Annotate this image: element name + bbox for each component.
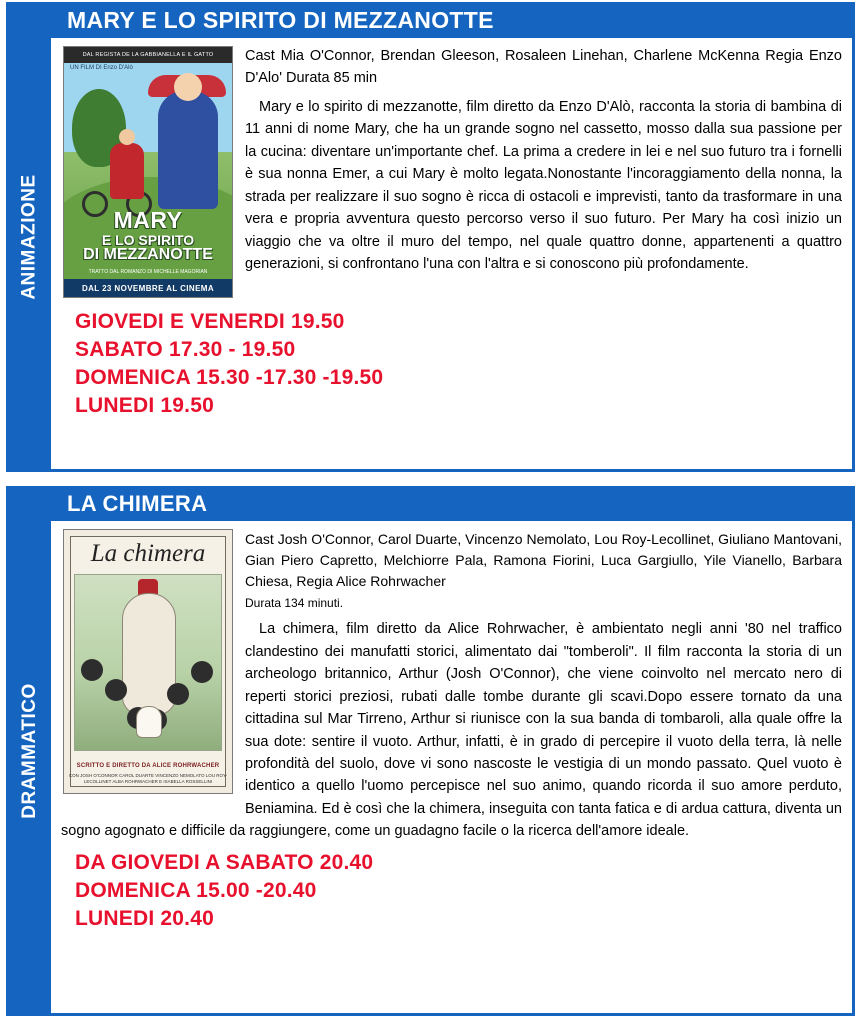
film-body-chimera: [51, 489, 852, 1013]
poster-mary-title-line1: MARY: [113, 207, 183, 234]
genre-label-drammatico-text: DRAMMATICO: [19, 683, 41, 819]
poster-chimera-credits-bottom: CON JOSH O'CONNOR CAROL DUARTE VINCENZO NEMOLATO LOU ROY-LECOLLINET ALBA ROHRWACHER E ISABELLA ROSSELLINI: [68, 773, 228, 785]
poster-mary-title-line2: E LO SPIRITO: [101, 231, 195, 248]
poster-mary: [63, 46, 233, 298]
film-synopsis-chimera: La chimera, film diretto da Alice Rohrwacher, è ambientato negli anni '80 nel traffico clandestino dei manufatti storici, alimentato dai "tomberoli". Il film racconta la storia di un archeologo britannico, Arthur (Josh O'Connor), che viene coinvolto nel mercato nero di reperti storici preziosi, rubati dalle tombe durante gli scavi.Dopo essere tornato da una cittadina sul Mar Tirreno, Arthur si riunisce con la sua banda di tombaroli, alla quale offre la sua dote: sentire il vuoto. Arthur, infatti, è in grado di percepire il vuoto della terra, là nelle profondità del suolo, dove vi sono nascoste le vestigia di un mondo passato. Quel vuoto è identico a quello l'uomo percepisce nel suo animo, quando ricorda il suo amore perduto, Beniamina. Ed è così che la chimera, inseguita con tanta fatica e di ardua cattura, diventa un sogno agognato e difficile da raggiungere, come un guadagno facile o la ricerca dell'amore ideale.: [61, 621, 842, 840]
poster-mary-girl-figure: [110, 143, 144, 199]
poster-chimera: [63, 529, 233, 794]
film-title-mary: MARY E LO SPIRITO DI MEZZANOTTE: [51, 5, 852, 38]
showtime-row: GIOVEDI E VENERDI 19.50: [75, 310, 345, 334]
film-content-mary: [51, 38, 852, 420]
showtime-row: LUNEDI 20.40: [75, 906, 214, 930]
showtime-row: LUNEDI 19.50: [75, 394, 214, 418]
film-body-mary: [51, 5, 852, 469]
film-synopsis-mary: Mary e lo spirito di mezzanotte, film diretto da Enzo D'Alò, racconta la storia di bambina di 11 anni di nome Mary, che ha un grande sogno nel cassetto, mosso dalla sua passione per la cucina: diventare un'importante chef. La prima a credere in lei e nel suo futuro tra i fornelli è sua nonna Emer, a cui Mary è molto legata.Nonostante l'incoraggiamento della nonna, la strada per realizzare il suo sogno è ricca di ostacoli e imprevisti, tanto da trasformare in una vera e propria avventura questo percorso verso il suo futuro. Per Mary ha così inizio un viaggio che va oltre il muro del tempo, nel quale quattro donne, appartenenti a quattro generazioni, si confrontano l'una con l'altra e si conoscono più profondamente.: [245, 98, 842, 273]
poster-chimera-white-figure: [136, 706, 162, 738]
film-title-chimera: LA CHIMERA: [51, 489, 852, 521]
showtime-row: SABATO 17.30 - 19.50: [75, 338, 296, 362]
film-content-chimera: [51, 521, 852, 932]
showtime-row: DOMENICA 15.30 -17.30 -19.50: [75, 366, 384, 390]
poster-chimera-title: La chimera: [90, 540, 206, 568]
poster-chimera-scene: [74, 574, 222, 751]
poster-mary-small-credit: TRATTO DAL ROMANZO DI MICHELLE MAGORIAN: [88, 269, 208, 276]
genre-label-animazione: [9, 5, 51, 469]
poster-mary-title-line3: DI MEZZANOTTE: [83, 245, 213, 263]
poster-mary-top-strip: DAL REGISTA DE LA GABBIANELLA E IL GATTO: [64, 47, 232, 63]
showtime-row: DOMENICA 15.00 -20.40: [75, 878, 317, 902]
genre-label-animazione-text: ANIMAZIONE: [19, 174, 41, 300]
poster-mary-credit: UN FILM DI Enzo D'Alò: [70, 65, 133, 72]
poster-chimera-credits-top: SCRITTO E DIRETTO DA ALICE ROHRWACHER: [76, 763, 220, 770]
poster-mary-woman-figure: [158, 91, 218, 209]
showtimes-mary: [61, 302, 842, 420]
cinema-program-page: [0, 2, 861, 1026]
showtime-row: DA GIOVEDI A SABATO 20.40: [75, 850, 374, 874]
film-cast-mary: Cast Mia O'Connor, Brendan Gleeson, Rosaleen Linehan, Charlene McKenna Regia Enzo D'Alo' Durata 85 min: [245, 48, 842, 87]
poster-mary-bottom-strip: DAL 23 NOVEMBRE AL CINEMA: [64, 279, 232, 297]
film-cast-chimera: Cast Josh O'Connor, Carol Duarte, Vincenzo Nemolato, Lou Roy-Lecollinet, Giuliano Mantovani, Gian Piero Capretto, Melchiorre Pala, Ramona Fiorini, Luca Gargiullo, Yile Vianello, Barbara Chiesa, Regia Alice Rohrwacher: [245, 531, 842, 590]
genre-label-drammatico: [9, 489, 51, 1013]
film-card-chimera: [6, 486, 855, 1016]
showtimes-chimera: [61, 843, 842, 933]
film-card-mary: [6, 2, 855, 472]
poster-mary-title: [64, 209, 232, 263]
film-duration-chimera: Durata 134 minuti.: [245, 596, 344, 611]
